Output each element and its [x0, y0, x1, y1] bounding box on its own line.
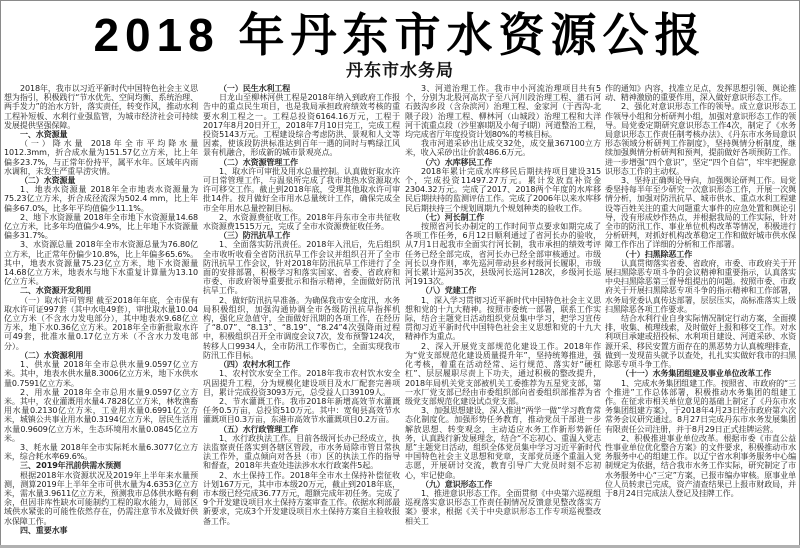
text-column-3 — [405, 84, 601, 526]
section-heading: （六）水库移民工作 — [421, 157, 493, 167]
paragraph: 3、河道治理工作。我市中小河流治理项目共有5个，分别为北股河高坎子至八河川段治理工程、蒲石河石鼓沟乡段（含杂滨河）治理工程、金家河（于西沟-北隈子段）治理工程、柳林河（山城段）治理工程和大洋河干流重点段（沙里寨Ⅰ期及小甸子Ⅰ期）河道整治工程，均完成省厅年度投资计划80%的考核目标。 — [405, 84, 601, 140]
paragraph: （一）降水量 2018年全市平均降水量1012.3mm，折合成水量为151.57亿立方米，比上年偏多23.7%，与正常年份持平，属平水年。区域年内雨水调和，未发生严重旱涝灾情。 — [4, 139, 198, 176]
publisher-name: 丹东市水务局 — [346, 61, 454, 81]
paragraph: 2、做好防汛抗旱准备。为确保我市安全度汛，水务局积极组织，加强沟通协调全市各级防汛抗旱指挥机构，强化应急值守，全面做好汛期的各项工作，在经历了“8.07”、“8.13”、“8.19”、“8.24”4次强降雨过程中，积极组织召开全市调度会议7次，发布预警124次，转移人口9934人，全市防汛工作零伤亡，全面实现我市防汛工作目标。 — [203, 295, 400, 360]
section-heading: （三）防汛抗旱工作 — [219, 231, 291, 241]
paragraph: 2、水土保持工作。2018年全市水土保持补偿征收计划167万元，其中市本级20万元，截止到2018年底，市本级已经完成36.77万元，超额完成年初任务。完成了9个开发建设项目水土保持方案审查工作。依据水利部最新要求，完成3个开发建设项目水土保持方案自主验收报备工作。 — [203, 470, 400, 526]
section-heading: （二）水资源利用 — [20, 350, 84, 360]
paragraph: 1、推进意识形态工作。全面贯彻《中央第六巡视组巡视落实意识形态工作责任制情况反馈意见整改落实方案》要求，根据《关于中央意识形态工作专项巡视整改相关工 — [405, 488, 601, 526]
paragraph: 1、全面落实防汛责任。2018年入汛后，先后组织全市收听收看全省防汛抗旱工作会议并组织召开了全市防汛抗旱工作会议，针对2018年防汛抗旱工作进行了全面的安排部署，积极学习和落实国家、省委、省政府和市委、市政府领导重要批示和指示精神，全面做好防汛抗旱工作。 — [203, 240, 400, 296]
paragraph: 我市河道采砂出让成交32处，成交量367100立方米，收入采砂出让价款486.6万元。 — [405, 139, 601, 158]
paragraph: 1、水行政执法工作。目前各级河长办已经成立，执法监察责任落实到各辖区管段，市水务局除市管日常执法工作外，重点倾向对各县（市）区的执法工作的指导和督查，2018年共查处违法涉水水行政案件5起。 — [203, 433, 400, 471]
section-heading: （十一）水务集团组建及事业单位改革工作 — [621, 369, 772, 379]
paragraph: 3、加强思想建设，深入推进“两学一做”学习教育常态化制度化。加强形势任务教育，推动党员干部进一步解放思想、转变观念，主动适应水务工作新形势新任务，认真践行新发展理念，结合“不忘初心、重温入党志愿”主题党日活动，组织全体党员集中学习习近平新时代中国特色社会主义思想和党章，支部党员逐个重温入党志愿，开展研讨交流，教育引导广大党员时刻不忘初心，牢记使命。 — [405, 406, 601, 480]
paragraph: 2、强化对意识形态工作的领导。成立意识形态工作领导小组和分析研判小组，加强对意识形态工作的领导。局党委定期研究意识形态工作4次，制定了《水务局意识形态工作责任制考核办法》、《丹东市水务局意识形态领域分析研判工作制度》，坚持舆情分析制度，继续加强舆情分析研判和预判，提前做好各项预防工作。进一步增强“四个意识”，坚定“四个自信”，牢牢把握意识形态工作的主动权。 — [605, 102, 796, 176]
text-column-4 — [605, 84, 796, 498]
section-heading: 三、2019年汛前供需水预测 — [20, 461, 121, 471]
section-heading: （二）水资源管理工作 — [219, 157, 298, 167]
paragraph-continuation: 作的通知》内容，找准立足点，发挥思想引领、舆论推动、精神激励的重要作用，深入做好意识形态工作。 — [605, 84, 796, 103]
paragraph: 结合水利行业自身实际情况制定行动方案，全面摸排，收集、梳理线索，及时做好上报和移交工作。对水利项目承建或招投标、水利项目建设、河道采砂、水资源开采、移民安置方面存在的黑恶势力认真梳理排查，做到一发现苗头就予以查处，扎扎实实做好我市的扫黑除恶专项斗争工作。 — [605, 314, 796, 370]
paragraph: 1、完成水务集团组建工作。按照省、市政府的“三个推进”工作总体部署，积极推动水务集团的组建工作。在征求市相关单位意见的基础上制定了《丹东市水务集团组建方案》，于2018年4月23日经市政府第六次常务会议研究通过。8月27日完成丹东市水务发展集团有限责任公司注册，并于8月29日正式挂牌运营。 — [605, 378, 796, 434]
paragraph: 认真贯彻落实省委、省政府，市委、市政府关于开展扫黑除恶专项斗争的会议精神和重要指示，认真落实中央扫黑除恶第三督导组提出的问题。按照市委、市政府关于开展扫黑除恶专项斗争的指示精神和工作部署，水务局党委认真传达部署，层层压实，高标准落实上级扫黑除恶各项工作要求。 — [605, 258, 796, 314]
paragraph: 2、深入开展党支部规范化建设工作。2018年作为“党支部规范化建设质量提升年”，坚持统筹推进，强化考核，着重在活动经常、运行规范、落实好“硬杠杠”、层层履职尽责上下功夫，通过积极的整改提升，2018年局机关党支部被机关工委推荐为五星党支部，第一水厂党支部已经由市委组织部向省委组织部推荐为省级党支部规范化建设试点党支部。 — [405, 341, 601, 406]
paragraph: 3、耗水量 2018年全市实际耗水量6.3077亿立方米，综合耗水率69.6%。 — [4, 442, 198, 462]
section-heading: （七）河长制工作 — [421, 212, 485, 222]
paragraph: 2、积极推进事业单位改革。根据市委《市直公益性事业单位优化整合方案》的文件要求，积极推动市水务服务中心的组建工作。以辽宁省水利事务服务中心编制规定为依据，结合我市水务工作实际，研究制定了市水务服务中心“三定”方案，已报市编办审核。原事业单位人员转隶已完成，资产清查结果已上报市财政局，并于8月24日完成法人登记及挂牌工作。 — [605, 433, 796, 498]
paragraph: 1、地表水资源量 2018年全市地表水资源量为75.23亿立方米，折合成径流深为502.4 mm，比上年偏多67.0%，比多年平均值偏少11.1%。 — [4, 185, 198, 213]
section-heading: （五）水行政管理工作 — [219, 424, 298, 434]
paragraph: 1、农村饮水安全工作。2018年我市农村饮水安全巩固提升工程，分为规模化建设项目及水厂配套完善项目，累计完成投资3093万元，总受益人口39109人。 — [203, 369, 400, 397]
section-heading: （一）民生水利工程 — [219, 84, 291, 93]
section-heading: 一、水资源量 — [20, 130, 68, 140]
section-heading: 四、重要水事 — [20, 525, 68, 535]
text-column-1 — [4, 84, 198, 535]
paragraph: 1、取水许可审批及用水总量控制。认真做好取水许可日常管理工作，与温泉所完成了我市地热水资源取水许可移交工作。截止到2018年底，受理其他取水许可审批14件。按月做好全市用水总量统计工作，确保完成全市全年用水总量控制目标。 — [203, 166, 400, 213]
page-title: 2018 年丹东市水资源公报 — [93, 9, 707, 61]
paragraph: 2、水资源费征收工作。2018年丹东市全市共征收水资源费1515万元，完成了全市水资源费征收任务。 — [203, 212, 400, 232]
paragraph: 按照省河长办制定的工作时间节点要求如期完成了各项工作任务，6月12日顺利通过了省河长办的验收，从7月1日起我市全面实行河长制，我市承担的绩效考评任务已经全部完成，省河长办已经全部审核通过。市级河长以身作则，率先巡河带动县乡村级河长履职，市级河长累计巡河35次，县级河长巡河128次，乡级河长巡河1913次。 — [405, 222, 601, 287]
section-heading: （四）农村水利工作 — [219, 360, 291, 370]
paragraph: 2、用水量 2018年全市总用水量9.0597亿立方米。其中，农业灌溉用水量4.7828亿立方米，林牧渔畜用水量0.2130亿立方米，工业用水量0.6991亿立方米，城镇公共事业用水量0.3194亿立方米，居民生活用水量0.9609亿立方米，生态环境用水量0.0845亿立方米。 — [4, 387, 198, 443]
paragraph: 2、地下水资源量 2018年全市地下水资源量14.68亿立方米，比多年均值偏少4.9%，比上年地下水资源量偏多31.7%。 — [4, 212, 198, 241]
paragraph: 1、供水量 2018年全市总供水量9.0597亿立方米。其中，地表水供水量8.3006亿立方米，地下水供水量0.7591亿立方米。 — [4, 360, 198, 388]
paragraph: 日龙山至柳林河供工程是2018年纳入到政府工作报告中的重点民生项目，也是我局承担政府绩效考核的重要水利工程之一。工程总投资6164.16万元，工程于2017年8月20日开工，2018年7月10日完工，完成工程投资5143万元。工程建设综合考虑防洪、景观和人文等因素，使该段防洪标准达到百年一遇的同时与鸭绿江风景有机融合，形成新的城市景观亮点。 — [203, 93, 400, 158]
section-heading: （十）扫黑除恶工作 — [621, 249, 693, 259]
paragraph: 3、水资源总量 2018年全市水资源总量为76.80亿立方米，比正常年份偏少10.8%，比上年偏多65.6%。其中，地表水资源量75.23亿立方米，地下水资源量14.68亿立方米，地表水与地下水重复计算量为13.10亿立方米。 — [4, 240, 198, 287]
paragraph: 1、深入学习贯彻习近平新时代中国特色社会主义思想和党的十九大精神。按照市委统一部署，联系工作实际，结合主题党日活动组织党员集中学习，把学习宣传贯彻习近平新时代中国特色社会主义思想和党的十九大精神作为重点。 — [405, 295, 601, 342]
paragraph: 2、节水灌溉工作。我市2018年新增高效节水灌溉任务0.5万亩，总投资510万元。其中：宽甸县高效节水灌溉项目0.3万亩，东港市高效节水灌溉项目0.2万亩。 — [203, 396, 400, 425]
section-heading: （九）意识形态工作 — [421, 479, 493, 489]
text-column-2 — [203, 84, 400, 526]
paragraph: 2018年，我市以习近平新时代中国特色社会主义思想为指引，积极践行“节水优先、空间均衡、系统治理、两手发力”的治水方针，落实责任，转变作风，推动水利工程补短板、水利行业强监管，为城市经济社会可持续发展提供坚强保障。 — [4, 84, 198, 130]
paragraph: 3、坚持正确舆论导向，加强舆论研判工作。局党委坚持每半年至少研究一次意识形态工作，开展一次舆情分析，加强对防汛抗旱、城市供水、重点水利工程建设等百姓关注的重大问题重大事件的应急处置和舆论引导，没有形成炒作热点，并根据我局的工作实际，针对全市的防汛工作、事业单位机构改革等情况，积极进行分析研判，对抓好机构改革稳定工作和做好城市供水保障工作作出了详细的分析和工作部署。 — [605, 176, 796, 250]
paragraph: 2018年累计完成水库移民后期扶持项目建设315个，完成投资11497.27万元。累计发放直补资金2304.32万元。完成了2017、2018两个年度的水库移民后期扶持的监测评估工作。完成了2006年以来水库移民后期扶持三个规划周期九个规划种类的验收工作。 — [405, 166, 601, 213]
paragraph: （一）取水许可管理 截至2018年年底，全市保有取水许可证997套（其中水电49套），审批取水量10.04亿立方米（不含水力发电部分），其中地表水9.68亿立方米，地下水0.36亿立方米。2018年全市新批取水许可49套，批准水量0.17亿立方米（不含水力发电部分）。 — [4, 295, 198, 351]
section-heading: （八）党建工作 — [421, 286, 477, 296]
paragraph: 根据2018年水资源状况及2019年上半年来水量预测，测算2019年上半年全市可供水量为4.6353亿立方米，需水量3.9611亿立方米，预测我市总体供水略有剩余，但因非库性缺水可能制约工程的取水能力，局部区域供水紧张的可能性依然存在，仍需注意节水及做好供水保障工作。 — [4, 470, 198, 526]
section-heading: （二）水资源量 — [20, 176, 76, 186]
section-heading: 二、水资源开发利用 — [20, 286, 92, 296]
